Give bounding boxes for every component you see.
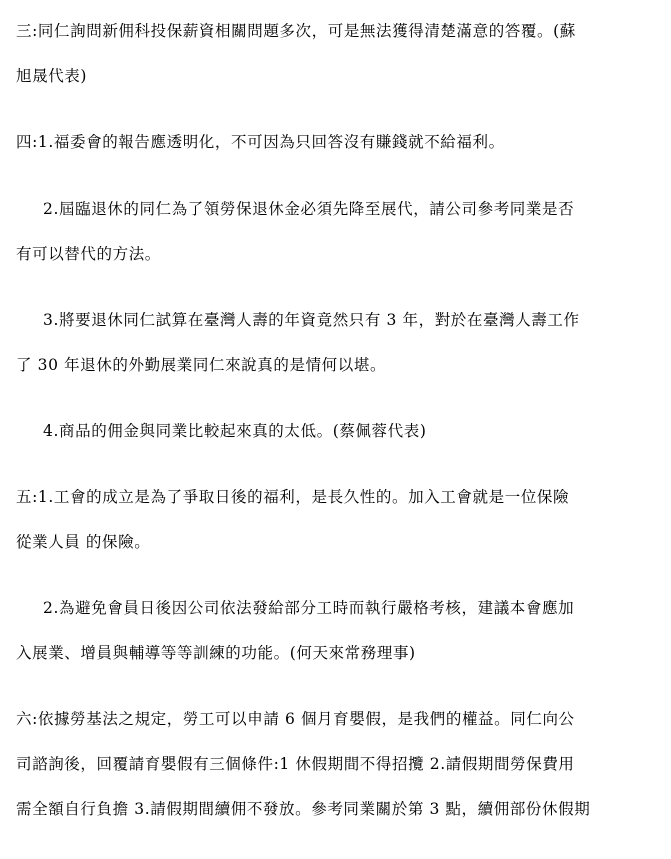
section-4-item-1: 四:1.福委會的報告應透明化，不可因為只回答沒有賺錢就不給福利。 <box>16 133 505 151</box>
section-6-line-1: 六:依據勞基法之規定，勞工可以申請 6 個月育嬰假，是我們的權益。同仁向公 <box>16 710 575 728</box>
section-4-item-3-line-1: 3.將要退休同仁試算在臺灣人壽的年資竟然只有 3 年，對於在臺灣人壽工作 <box>43 311 580 329</box>
section-6-line-2: 司諮詢後，回覆請育嬰假有三個條件:1 休假期間不得招攬 2.請假期間勞保費用 <box>16 755 575 773</box>
section-5-item-2-line-2: 入展業、增員與輔導等等訓練的功能。(何天來常務理事) <box>16 644 416 662</box>
section-5-item-1-line-2: 從業人員 的保險。 <box>16 533 151 551</box>
section-4-item-2-line-2: 有可以替代的方法。 <box>16 245 161 263</box>
section-5-item-1-line-1: 五:1.工會的成立是為了爭取日後的福利，是長久性的。加入工會就是一位保險 <box>16 488 570 506</box>
section-4-item-2-line-1: 2.屆臨退休的同仁為了領勞保退休金必須先降至展代，請公司參考同業是否 <box>43 200 575 218</box>
section-6-line-3: 需全額自行負擔 3.請假期間續佣不發放。參考同業關於第 3 點，續佣部份休假期 <box>16 800 591 818</box>
section-3-line-2: 旭晟代表) <box>16 67 88 85</box>
section-3-line-1: 三:同仁詢問新佣科投保薪資相關問題多次，可是無法獲得清楚滿意的答覆。(蘇 <box>16 22 576 40</box>
section-5-item-2-line-1: 2.為避免會員日後因公司依法發給部分工時而執行嚴格考核，建議本會應加 <box>43 599 575 617</box>
section-4-item-3-line-2: 了 30 年退休的外勤展業同仁來說真的是情何以堪。 <box>16 356 387 374</box>
section-4-item-4: 4.商品的佣金與同業比較起來真的太低。(蔡佩蓉代表) <box>43 422 427 440</box>
